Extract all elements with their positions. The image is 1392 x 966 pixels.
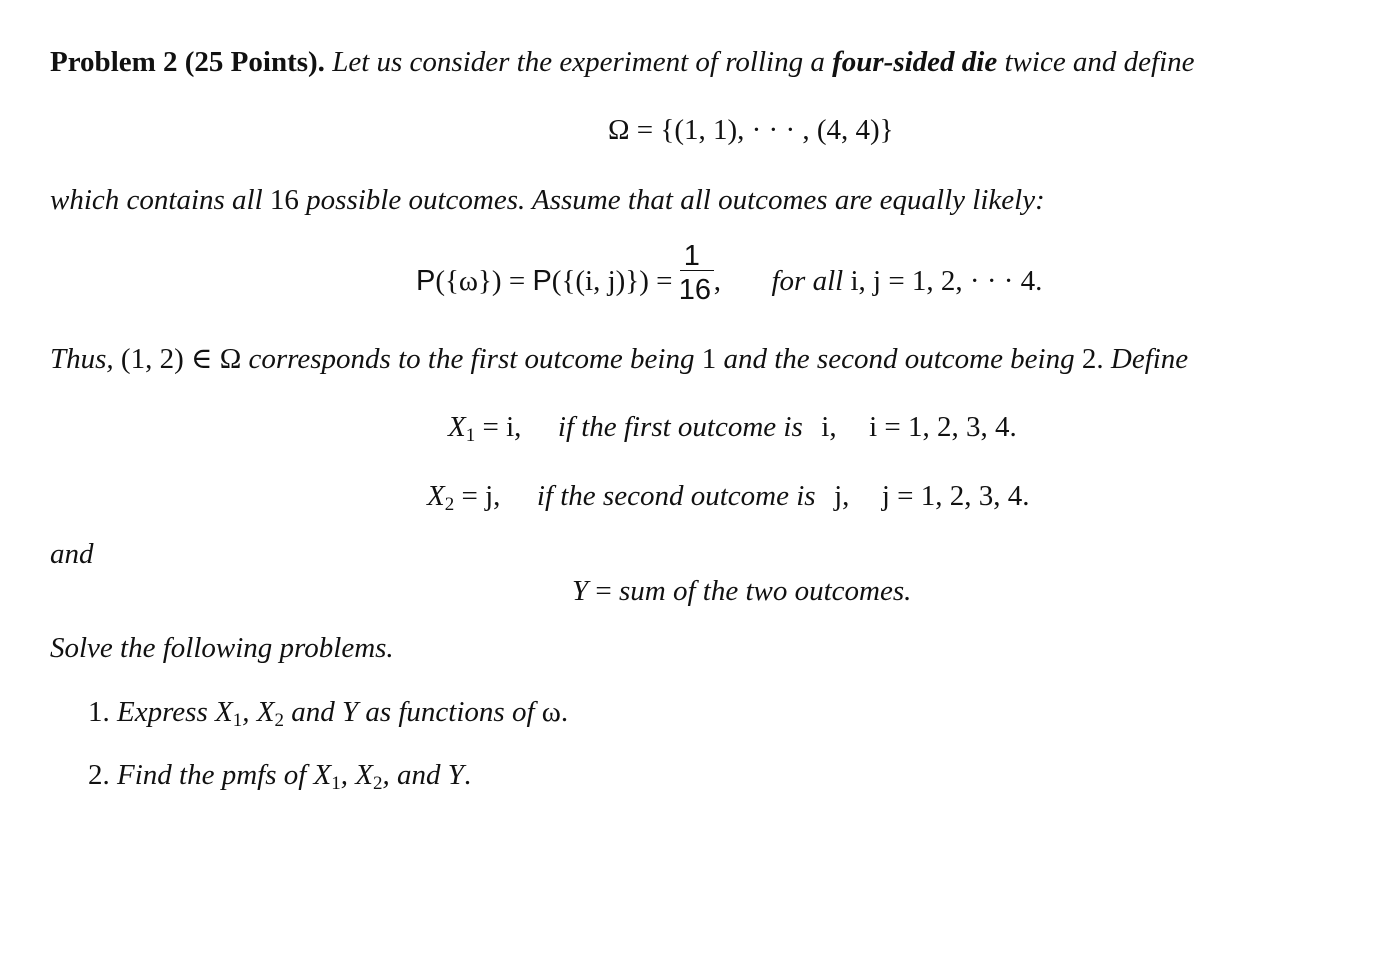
sample-space-equation: Ω = {(1, 1), · · · , (4, 4)} [608,114,894,146]
problem-heading: Problem 2 (25 Points). [50,46,325,78]
and-word: and [50,538,94,570]
intro-text: Let us consider the experiment of rolling a [332,46,825,78]
thus-sentence: Thus, (1, 2) ∈ Ω corresponds to the first outcome being 1 and the second outcome being 2. Define [50,343,1189,375]
solve-instruction: Solve the following problems. [50,632,394,664]
intro-text-end: twice and define [1004,46,1195,78]
four-sided-die-emphasis: four-sided die [832,46,998,78]
x1-definition: $X_1 = i$, if the first outcome is i, i = 1, 2, 3, 4. [448,411,1017,446]
x2-definition: $X_2 = j$, if the second outcome is j, j = 1, 2, 3, 4. [427,480,1030,515]
problem-statement-line [50,48,1195,77]
outcome-count: 16 [269,184,299,216]
list-item: 2. Find the pmfs of $X_1$, $X_2$, and Y. [88,759,472,794]
list-item: 1. Express $X_1$, $X_2$ and Y as functions of ω. [88,696,569,731]
y-definition: Y = sum of the two outcomes. [572,575,912,607]
outcomes-sentence: which contains all 16 possible outcomes. Assume that all outcomes are equally likely: [50,184,1045,216]
probability-equation: P({ω}) = P({(i, j)}) = $\frac{1}{16}$ , for all i, j = 1, 2, · · · 4. [416,240,1043,306]
one-sixteenth-fraction: $\frac{1}{16}$ [680,280,714,290]
